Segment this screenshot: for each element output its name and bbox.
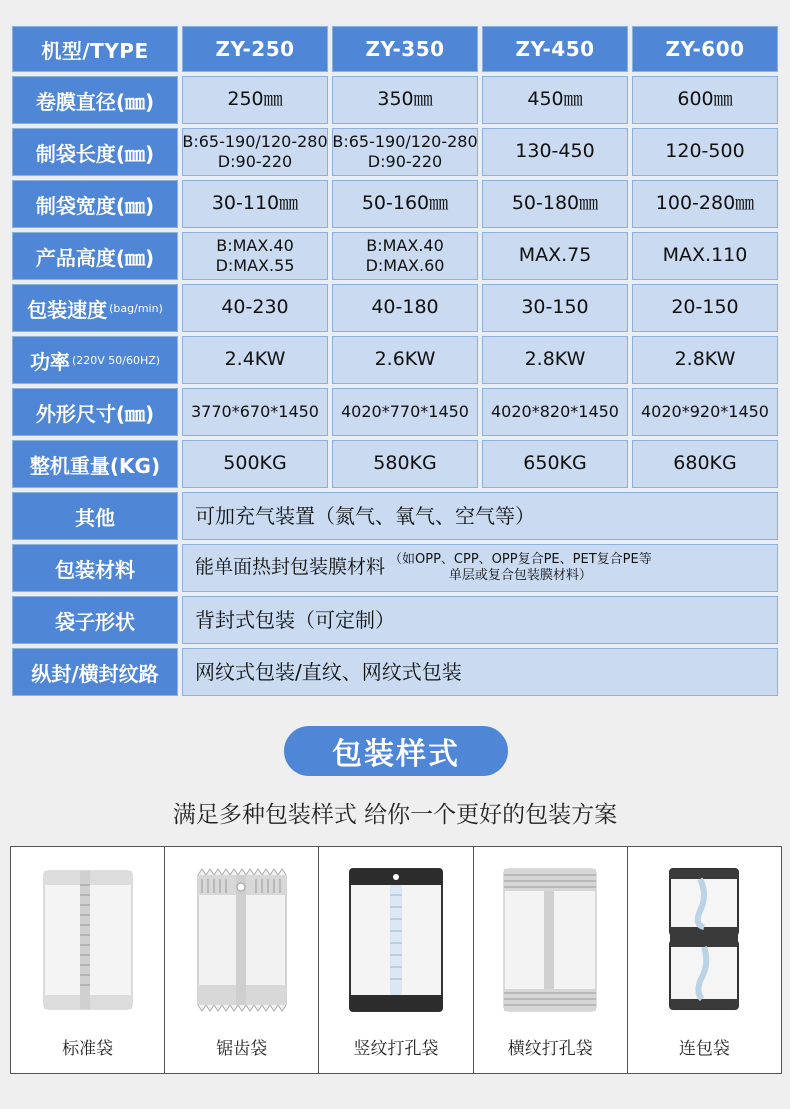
horizontal-hole-bag-icon <box>500 865 600 1015</box>
value-cell: 600㎜ <box>632 76 778 124</box>
bag-samples-strip <box>10 846 782 1074</box>
bag-shape-value: 背封式包装（可定制） <box>182 596 778 644</box>
value-line: B:65-190/120-280 <box>332 132 478 151</box>
value-cell: 2.8KW <box>632 336 778 384</box>
value-cell: 580KG <box>332 440 478 488</box>
value-cell: 2.4KW <box>182 336 328 384</box>
model-header-zy350: ZY-350 <box>332 26 478 72</box>
section-title: 包装样式 <box>284 726 508 776</box>
vertical-hole-bag-icon <box>346 865 446 1015</box>
other-value: 可加充气装置（氮气、氧气、空气等） <box>182 492 778 540</box>
value-cell <box>182 232 328 280</box>
model-header-zy250: ZY-250 <box>182 26 328 72</box>
material-note-line2: 单层或复合包装膜材料） <box>448 568 592 583</box>
value-cell: 500KG <box>182 440 328 488</box>
value-cell: 250㎜ <box>182 76 328 124</box>
value-cell: 350㎜ <box>332 76 478 124</box>
value-line: D:90-220 <box>367 152 443 171</box>
label-unit: (220V 50/60HZ) <box>71 353 161 367</box>
row-label-packing-speed <box>12 284 178 332</box>
value-cell <box>332 128 478 176</box>
value-line: B:MAX.40 <box>366 236 444 255</box>
value-cell: 130-450 <box>482 128 628 176</box>
value-line: D:MAX.55 <box>215 256 295 275</box>
value-cell: 30-110㎜ <box>182 180 328 228</box>
value-cell <box>182 128 328 176</box>
model-header-zy600: ZY-600 <box>632 26 778 72</box>
value-line: B:MAX.40 <box>216 236 294 255</box>
type-header: 机型/TYPE <box>12 26 178 72</box>
spec-table <box>10 24 780 694</box>
material-note-line1: （如OPP、CPP、OPP复合PE、PET复合PE等 <box>389 552 652 568</box>
seal-pattern-value: 网纹式包装/直纹、网纹式包装 <box>182 648 778 696</box>
value-cell <box>332 232 478 280</box>
value-line: D:90-220 <box>217 152 293 171</box>
value-cell: 4020*920*1450 <box>632 388 778 436</box>
value-cell: 680KG <box>632 440 778 488</box>
value-line: D:MAX.60 <box>365 256 445 275</box>
row-label-power <box>12 336 178 384</box>
material-main: 能单面热封包装膜材料 <box>195 556 386 579</box>
row-label-bag-width: 制袋宽度(㎜) <box>12 180 178 228</box>
row-label-weight: 整机重量(KG) <box>12 440 178 488</box>
material-value <box>182 544 778 592</box>
value-cell: 450㎜ <box>482 76 628 124</box>
row-label-film-diameter: 卷膜直径(㎜) <box>12 76 178 124</box>
label-main: 功率 <box>29 349 70 374</box>
model-header-zy450: ZY-450 <box>482 26 628 72</box>
row-label-material: 包装材料 <box>12 544 178 592</box>
value-cell: 4020*770*1450 <box>332 388 478 436</box>
value-cell: 2.6KW <box>332 336 478 384</box>
value-cell: MAX.75 <box>482 232 628 280</box>
row-label-bag-length: 制袋长度(㎜) <box>12 128 178 176</box>
material-note <box>389 552 652 583</box>
linked-bag-icon <box>664 865 744 1015</box>
row-label-dimensions: 外形尺寸(㎜) <box>12 388 178 436</box>
label-unit: (bag/min) <box>109 301 163 315</box>
value-cell: MAX.110 <box>632 232 778 280</box>
row-label-product-height: 产品高度(㎜) <box>12 232 178 280</box>
value-line: B:65-190/120-280 <box>182 132 328 151</box>
value-cell: 3770*670*1450 <box>182 388 328 436</box>
sample-horizontal-hole-bag <box>474 847 628 1073</box>
value-cell: 20-150 <box>632 284 778 332</box>
label-main: 包装速度 <box>27 297 108 322</box>
sample-caption: 竖纹打孔袋 <box>353 1039 439 1059</box>
standard-bag-icon <box>40 865 136 1015</box>
row-label-other: 其他 <box>12 492 178 540</box>
value-cell: 120-500 <box>632 128 778 176</box>
sample-caption: 锯齿袋 <box>216 1039 268 1059</box>
value-cell: 2.8KW <box>482 336 628 384</box>
value-cell: 4020*820*1450 <box>482 388 628 436</box>
value-cell: 50-160㎜ <box>332 180 478 228</box>
sample-caption: 标准袋 <box>62 1039 114 1059</box>
value-cell: 650KG <box>482 440 628 488</box>
sample-linked-bag <box>628 847 781 1073</box>
value-cell: 40-180 <box>332 284 478 332</box>
sample-standard-bag <box>11 847 165 1073</box>
row-label-seal-pattern: 纵封/横封纹路 <box>12 648 178 696</box>
value-cell: 50-180㎜ <box>482 180 628 228</box>
section-subtitle: 满足多种包装样式 给你一个更好的包装方案 <box>172 802 618 828</box>
sample-caption: 连包袋 <box>678 1039 730 1059</box>
serrated-bag-icon <box>192 865 292 1015</box>
sample-caption: 横纹打孔袋 <box>507 1039 593 1059</box>
sample-serrated-bag <box>165 847 319 1073</box>
row-label-bag-shape: 袋子形状 <box>12 596 178 644</box>
value-cell: 100-280㎜ <box>632 180 778 228</box>
value-cell: 30-150 <box>482 284 628 332</box>
sample-vertical-hole-bag <box>319 847 473 1073</box>
value-cell: 40-230 <box>182 284 328 332</box>
